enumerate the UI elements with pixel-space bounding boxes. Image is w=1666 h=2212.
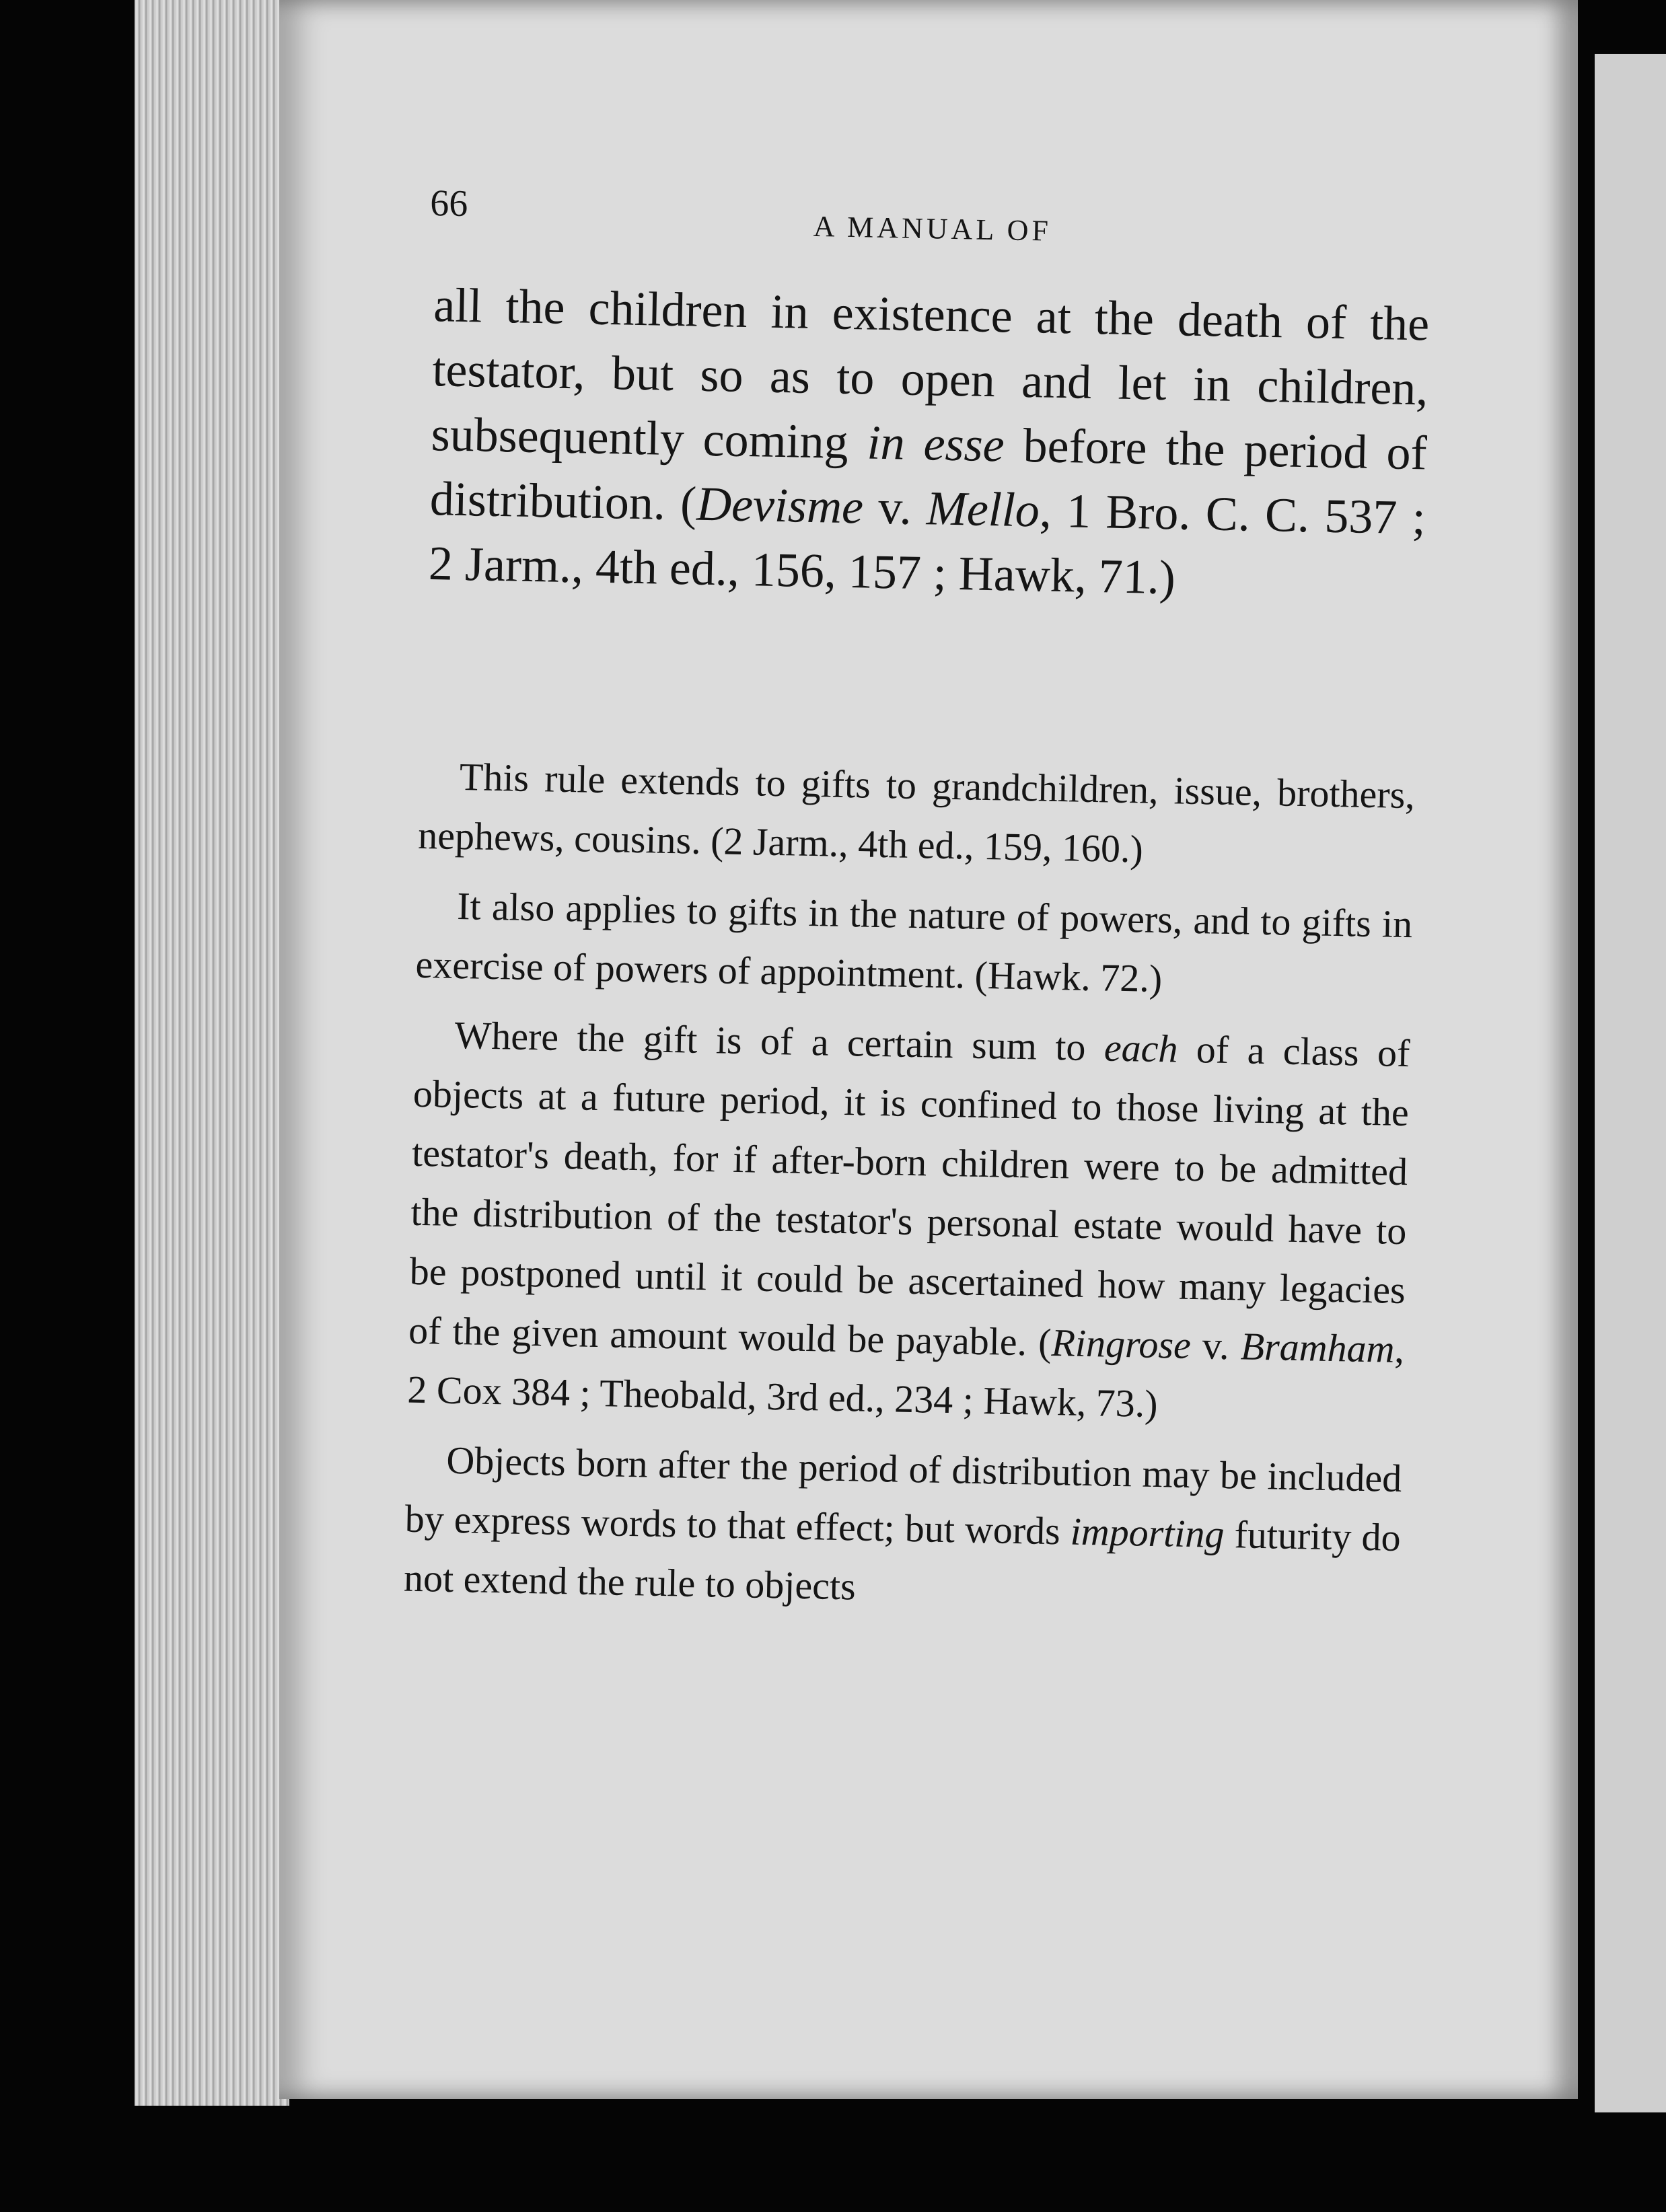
- italic-importing: importing: [1070, 1509, 1225, 1557]
- case-bramham: Bramham: [1240, 1324, 1396, 1371]
- paragraph-text: It also applies to gifts in the nature of powers, and to gifts in exercise of powers of appointment. (Hawk. 72.): [415, 883, 1413, 1001]
- rule-text-1: all the children in existence at the death of the testator, but so as to open and let in children, subsequently coming: [431, 278, 1430, 470]
- rule-text-4: , 1 Bro. C. C. 537 ; 2 Jarm., 4th ed., 156, 157 ; Hawk, 71.): [428, 483, 1426, 605]
- commentary: [403, 747, 1416, 1637]
- running-head: A MANUAL OF: [813, 209, 1052, 248]
- page-number: 66: [429, 182, 468, 225]
- rule-statement: [428, 272, 1430, 614]
- rule-text-2: before the period of distribution. (: [429, 418, 1428, 531]
- paragraph-text: v.: [1190, 1323, 1241, 1368]
- rule-case-mello: Mello: [926, 481, 1040, 538]
- rule-text-3: v.: [863, 480, 927, 536]
- paragraph-text: of a class of objects at a future period, it is confined to those living at the testator's death, for if after-born children were to be admitted the distribution of the testator's personal estate would have to be postponed until it could be ascertained how many legacies of the given amount would be payable. (: [408, 1027, 1411, 1365]
- paragraph-objects-born: [403, 1430, 1402, 1627]
- paragraph-grandchildren: [417, 747, 1415, 884]
- paragraph-text: futurity do not extend the rule to objects: [403, 1512, 1402, 1609]
- rule-italic-in-esse: in esse: [866, 415, 1005, 472]
- paragraph-text: This rule extends to gifts to grandchildren, issue, brothers, nephews, cousins. (2 Jarm., 4th ed., 159, 160.): [417, 754, 1416, 871]
- paragraph-text: Where the gift is of a certain sum to: [454, 1012, 1105, 1070]
- rule-case-devisme: Devisme: [696, 476, 864, 534]
- paragraph-text: , 2 Cox 384 ; Theobald, 3rd ed., 234 ; Hawk, 73.): [406, 1327, 1405, 1426]
- case-ringrose: Ringrose: [1050, 1321, 1192, 1368]
- paragraph-text: Objects born after the period of distribution may be included by express words to that effect; but words: [404, 1438, 1402, 1553]
- page-edges: [135, 0, 289, 2106]
- italic-each: each: [1103, 1025, 1179, 1071]
- paragraph-certain-sum: [407, 1005, 1411, 1438]
- paragraph-powers: [415, 876, 1413, 1013]
- facing-page-edge: [1595, 54, 1666, 2112]
